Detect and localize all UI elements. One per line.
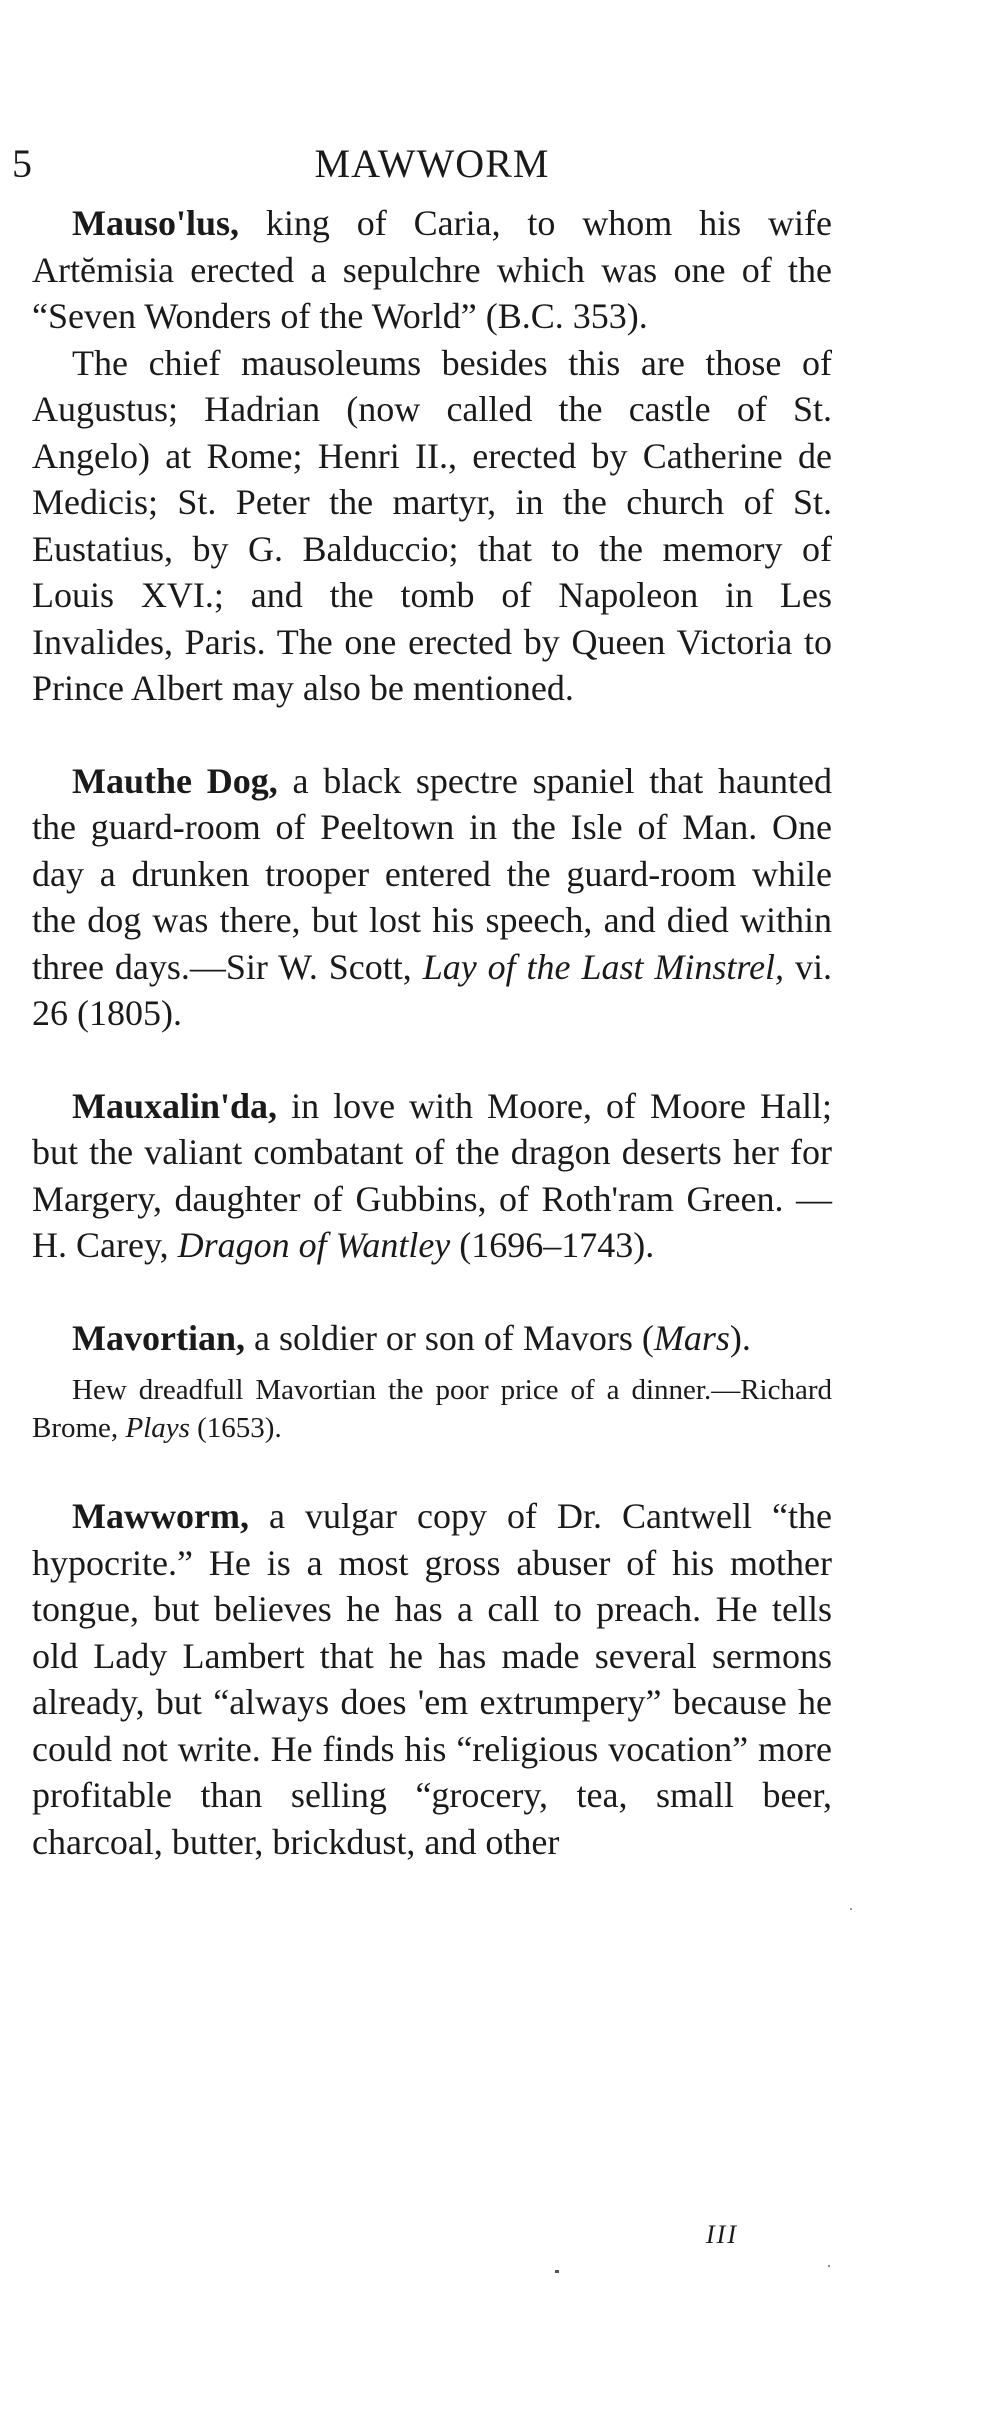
entry-paragraph [32,200,832,340]
work-title: Dragon of Wantley [177,1225,451,1265]
quote-text: (1653). [189,1412,282,1444]
entry-text: a vulgar copy of Dr. Cantwell “the hypocrite.” He is a most gross abuser of his mother tongue, but believes he has a call to preach. He tells old Lady Lambert that he has made several sermons already, but “always does 'em extrumpery” because he could not write. He finds his “religious vocation” more profitable than selling “grocery, tea, small beer, charcoal, butter, brickdust, and other [32,1496,832,1862]
headword: Mauso'lus, [72,203,240,243]
quotation-text [32,1371,832,1447]
work-title: Mars [653,1317,730,1358]
entry-paragraph [32,758,832,1037]
entry-text: in love with Moore, of Moore Hall; but the valiant combatant of the dragon deserts her for Margery, daughter of Gubbins, of Roth'ram Green. —H. Carey, [32,1085,832,1265]
signature-mark: III [706,2220,738,2249]
entry-paragraph: The chief mausoleums besides this are those of Augustus; Hadrian (now called the castle of St. Angelo) at Rome; Henri II., erected by Catherine de Medicis; St. Peter the martyr, in the church of St. Eustatius, by G. Balduccio; that to the memory of Louis XVI.; and the tomb of Napoleon in Les Invalides, Paris. The one erected by Queen Victoria to Prince Albert may also be mentioned. [32,342,832,708]
page-number: 5 [12,141,33,186]
print-speck [828,2265,830,2267]
page-header [12,140,832,200]
entry-text: (1696–1743). [450,1225,655,1265]
entry-text: ). [729,1317,751,1358]
headword: Mauthe Dog, [72,760,278,801]
quotation [32,1371,832,1447]
work-title: Lay of the Last Minstrel, [422,946,785,987]
entry-mawworm [32,1493,832,1865]
headword: Mauxalin'da, [72,1085,278,1126]
entry-text: a black spectre spaniel that haunted the guard-room of Peeltown in the Isle of Man. One day a drunken trooper entered the guard-room while the dog was there, but lost his speech, and died within three days.—Sir W. Scott, [32,760,832,987]
entry-paragraph [32,1315,832,1362]
entry-text: a soldier or son of Mavors ( [244,1317,654,1358]
entry-paragraph [32,1493,832,1865]
entry-mauxalinda [32,1083,832,1269]
print-speck [555,2270,559,2273]
dictionary-page [12,140,832,1865]
entry-text: king of Caria, to whom his wife Artĕmisia erected a sepulchre which was one of the “Seven Wonders of the World” (B.C. 353). [32,203,832,336]
entry-mauthe-dog [32,758,832,1037]
quote-text: Hew dreadfull Mavortian the poor price of a dinner.—Richard Brome, [32,1374,832,1444]
quote-work-title: Plays [125,1412,190,1444]
entry-mavortian [32,1315,832,1362]
entry-paragraph [32,1083,832,1269]
entry-mausolus [32,200,832,712]
headword: Mawworm, [72,1496,249,1536]
running-head: MAWWORM [314,141,550,186]
headword: Mavortian, [72,1317,245,1358]
entry-text: vi. 26 (1805). [32,946,832,1033]
print-speck [850,1908,852,1910]
